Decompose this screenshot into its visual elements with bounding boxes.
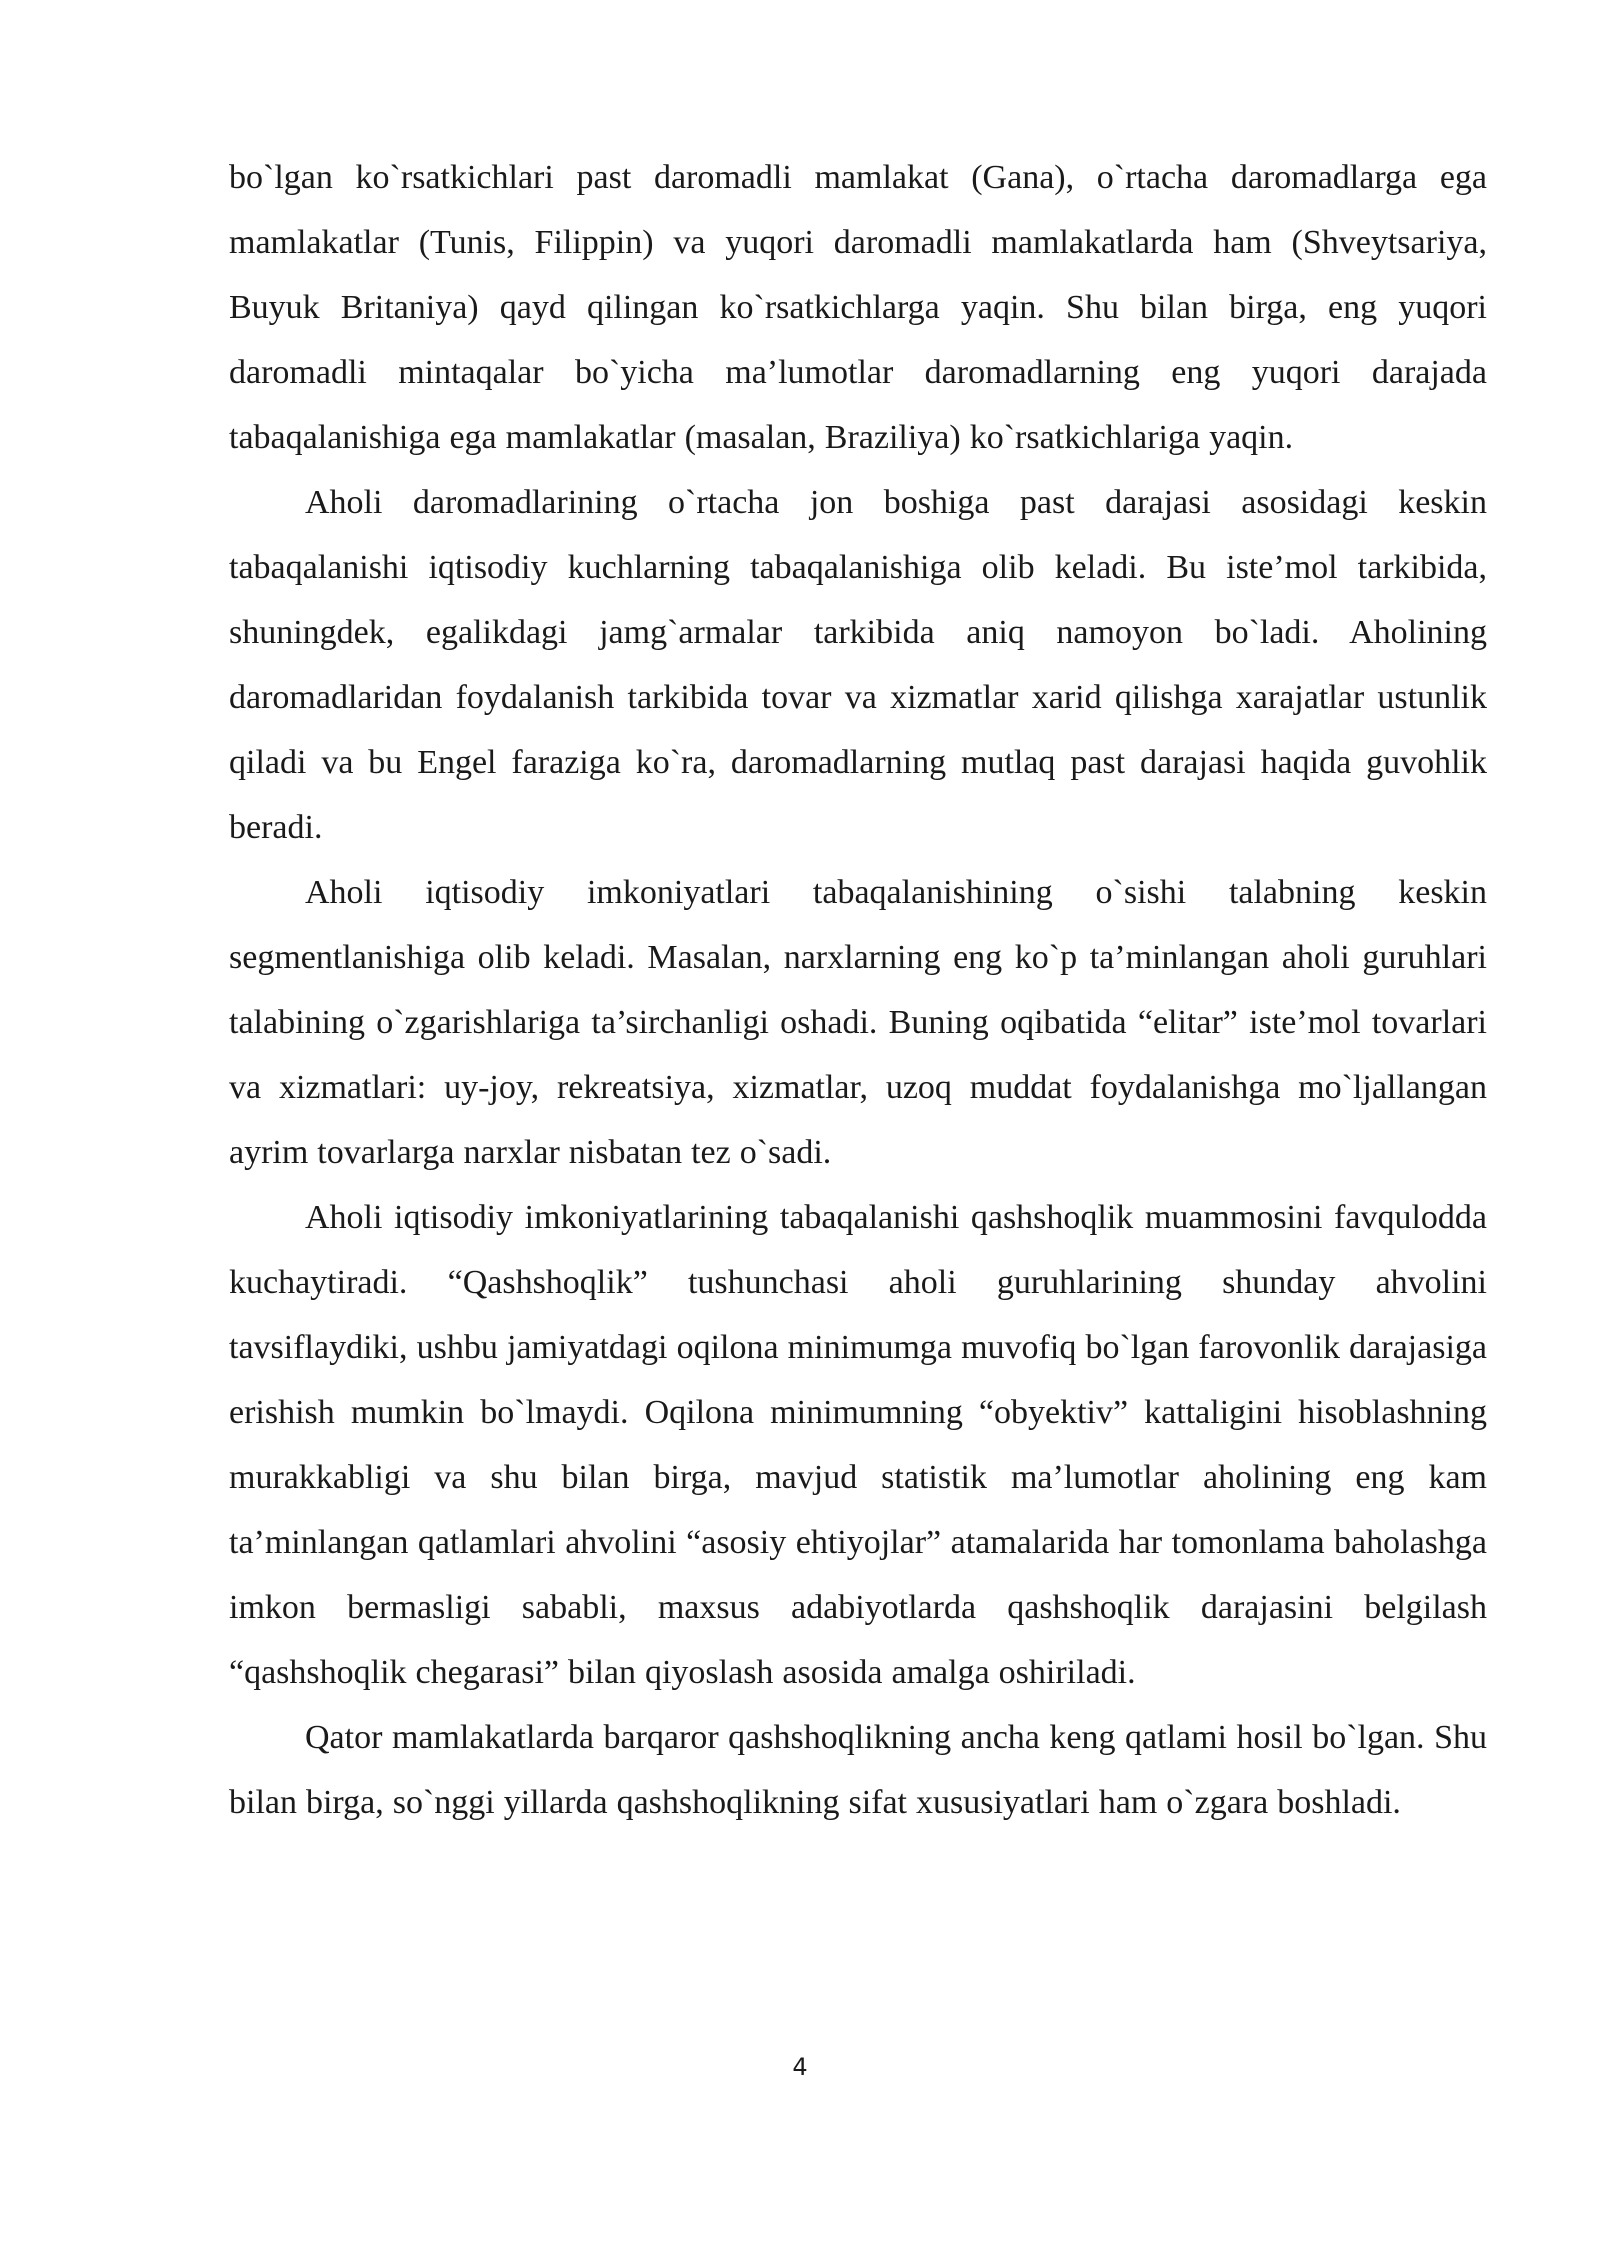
- paragraph-3: Aholi iqtisodiy imkoniyatlari tabaqalanishining o`sishi talabning keskin segmentlanishiga olib keladi. Masalan, narxlarning eng ko`p ta’minlangan aholi guruhlari talabining o`zgarishlariga ta’sirchanligi oshadi. Buning oqibatida “elitar” iste’mol tovarlari va xizmatlari: uy-joy, rekreatsiya, xizmatlar, uzoq muddat foydalanishga mo`ljallangan ayrim tovarlarga narxlar nisbatan tez o`sadi.: [229, 874, 1487, 1171]
- paragraph-1: bo`lgan ko`rsatkichlari past daromadli mamlakat (Gana), o`rtacha daromadlarga ega mamlakatlar (Tunis, Filippin) va yuqori daromadli mamlakatlarda ham (Shveytsariya, Buyuk Britaniya) qayd qilingan ko`rsatkichlarga yaqin. Shu bilan birga, eng yuqori daromadli mintaqalar bo`yicha ma’lumotlar daromadlarning eng yuqori darajada tabaqalanishiga ega mamlakatlar (masalan, Braziliya) ko`rsatkichlariga yaqin.: [229, 159, 1487, 456]
- paragraph-5: Qator mamlakatlarda barqaror qashshoqlikning ancha keng qatlami hosil bo`lgan. Shu bilan birga, so`nggi yillarda qashshoqlikning sifat xususiyatlari ham o`zgara boshladi.: [229, 1719, 1487, 1821]
- paragraph-4: Aholi iqtisodiy imkoniyatlarining tabaqalanishi qashshoqlik muammosini favqulodda kuchaytiradi. “Qashshoqlik” tushunchasi aholi guruhlarining shunday ahvolini tavsiflaydiki, ushbu jamiyatdagi oqilona minimumga muvofiq bo`lgan farovonlik darajasiga erishish mumkin bo`lmaydi. Oqilona minimumning “obyektiv” kattaligini hisoblashning murakkabligi va shu bilan birga, mavjud statistik ma’lumotlar aholining eng kam ta’minlangan qatlamlari ahvolini “asosiy ehtiyojlar” atamalarida har tomonlama baholashga imkon bermasligi sababli, maxsus adabiyotlarda qashshoqlik darajasini belgilash “qashshoqlik chegarasi” bilan qiyoslash asosida amalga oshiriladi.: [229, 1199, 1487, 1691]
- paragraph-2: Aholi daromadlarining o`rtacha jon boshiga past darajasi asosidagi keskin tabaqalanishi iqtisodiy kuchlarning tabaqalanishiga olib keladi. Bu iste’mol tarkibida, shuningdek, egalikdagi jamg`armalar tarkibida aniq namoyon bo`ladi. Aholining daromadlaridan foydalanish tarkibida tovar va xizmatlar xarid qilishga xarajatlar ustunlik qiladi va bu Engel faraziga ko`ra, daromadlarning mutlaq past darajasi haqida guvohlik beradi.: [229, 484, 1487, 846]
- page-number: 4: [792, 2053, 808, 2081]
- body-text: [229, 145, 1487, 1835]
